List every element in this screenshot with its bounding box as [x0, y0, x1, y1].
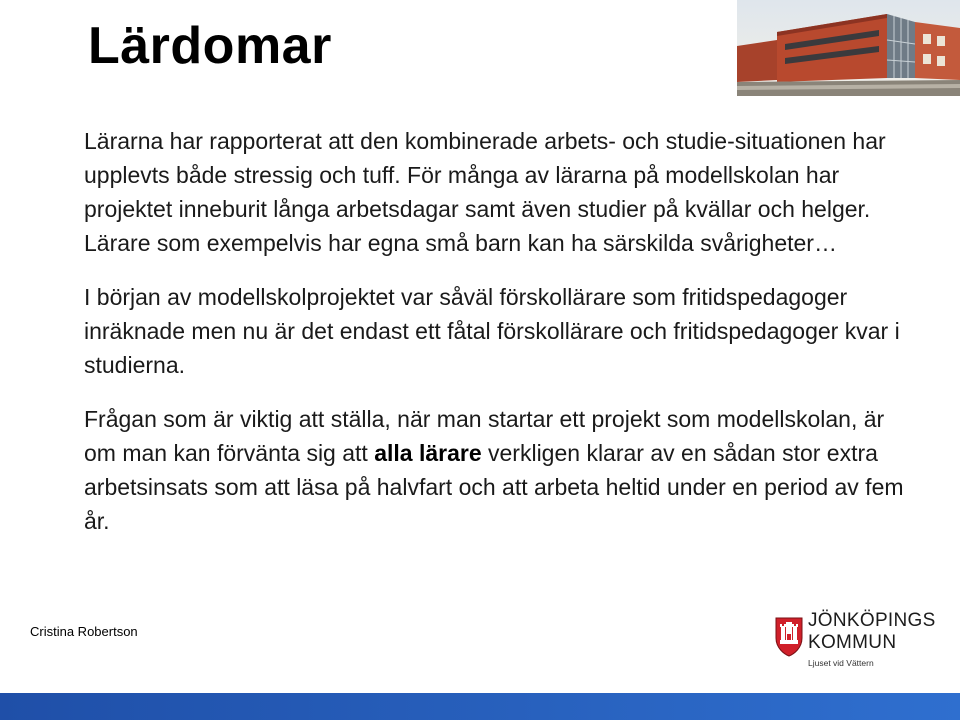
logo-line-1: JÖNKÖPINGS: [808, 610, 936, 631]
footer-bar: [0, 693, 960, 720]
logo-wordmark: [808, 610, 936, 654]
paragraph-3: [84, 402, 904, 538]
logo-line-2: KOMMUN: [808, 632, 897, 653]
emphasis-alla-larare: alla lärare: [374, 440, 482, 466]
paragraph-3-start: Frågan som är viktig att ställa, när man startar ett projekt som modellskolan, är om man kan förvänta sig att: [84, 406, 885, 466]
jonkopings-kommun-logo: [774, 610, 944, 674]
building-image: [737, 0, 960, 96]
paragraph-3-end: verkligen klarar av en sådan stor extra arbetsinsats som att läsa på halvfart och att arbeta heltid under en period av fem år.: [84, 440, 904, 534]
slide-body: [84, 124, 904, 558]
logo-tagline: Ljuset vid Vättern: [808, 658, 874, 668]
paragraph-1: Lärarna har rapporterat att den kombinerade arbets- och studie-situationen har upplevts både stressig och tuff. För många av lärarna på modellskolan har projektet inneburit långa arbetsdagar samt även studier på kvällar och helger. Lärare som exempelvis har egna små barn kan ha särskilda svårigheter…: [84, 128, 886, 256]
building-photo: [737, 0, 960, 96]
author-name: Cristina Robertson: [30, 624, 138, 639]
coat-of-arms-icon: [774, 616, 804, 658]
paragraph-2: I början av modellskolprojektet var såväl förskollärare som fritidspedagoger inräknade men nu är det endast ett fåtal förskollärare och fritidspedagoger kvar i studierna.: [84, 284, 900, 378]
slide-title: Lärdomar: [88, 17, 332, 75]
